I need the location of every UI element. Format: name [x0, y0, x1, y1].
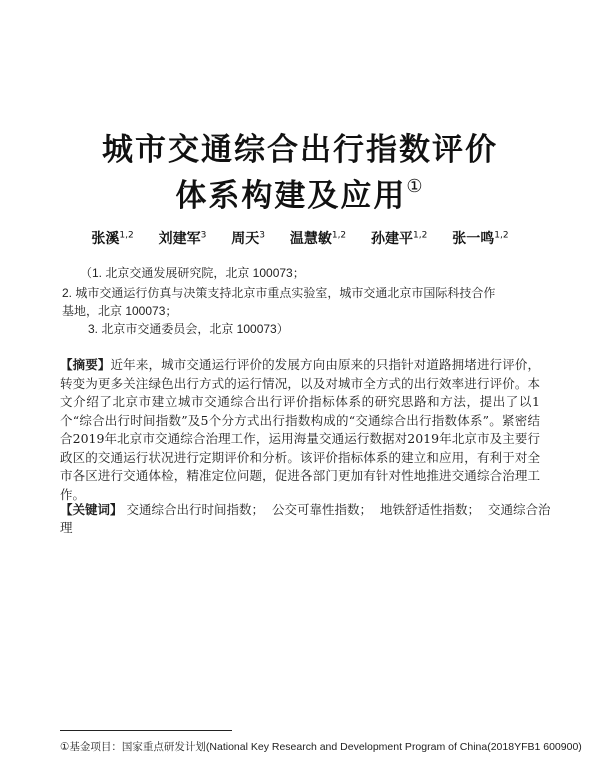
keyword: 公交可靠性指数；: [272, 502, 373, 517]
author: 张一鸣$^{1,2}$: [452, 230, 509, 247]
paper-title-line1: 城市交通综合出行指数评价: [102, 132, 498, 168]
author: 孙建平$^{1,2}$: [371, 230, 428, 247]
affiliation-2-cont: 基地，北京 100073；: [62, 304, 178, 318]
author-list: [0, 228, 600, 248]
abstract-label: 【摘要】: [60, 357, 111, 372]
affiliation-2: 2. 城市交通运行仿真与决策支持北京市重点实验室，城市交通北京市国际科技合作: [62, 286, 496, 300]
keyword: 交通综合治理: [60, 502, 551, 535]
affiliation-3: 3. 北京市交通委员会，北京 100073）: [88, 322, 289, 336]
affiliation-1: （1. 北京交通发展研究院，北京 100073；: [80, 266, 305, 280]
keyword: 交通综合出行时间指数；: [126, 502, 265, 517]
title-footnote-mark: ①: [406, 176, 425, 197]
keyword: 地铁舒适性指数；: [380, 502, 481, 517]
author: 温慧敏$^{1,2}$: [289, 230, 347, 247]
keywords-label: 【关键词】: [60, 502, 123, 517]
abstract-text: 近年来，城市交通运行评价的发展方向由原来的只指针对道路拥堵进行评价，转变为更多关注绿色出行方式的运行情况，以及对城市全方式的出行效率进行评价。本文介绍了北京市建立城市交通综合出行评价指标体系的研究思路和方法，提出了以1个“综合出行时间指数”及5个分方式出行指数构成的“交通综合出行指数体系”。紧密结合2019年北京市交通综合治理工作，运用海量交通运行数据对2019年北京市及主要行政区的交通运行状况进行定期评价和分析。该评价指标体系的建立和应用，有利于对全市各区进行交通体检，精准定位问题，促进各部门更加有针对性地推进交通综合治理工作。: [60, 357, 540, 502]
paper-title-line2: 体系构建及应用①: [175, 176, 425, 214]
author: 刘建军$^3$: [158, 230, 207, 247]
footnote-divider: [60, 730, 232, 731]
footnote-funding: ①基金项目：国家重点研发计划(National Key Research and Development Program of China(2018YFB1 600900): [60, 741, 582, 753]
author: 周天$^3$: [231, 230, 265, 247]
abstract: [60, 356, 540, 504]
author: 张溪$^{1,2}$: [91, 230, 134, 247]
keywords: [60, 500, 560, 536]
